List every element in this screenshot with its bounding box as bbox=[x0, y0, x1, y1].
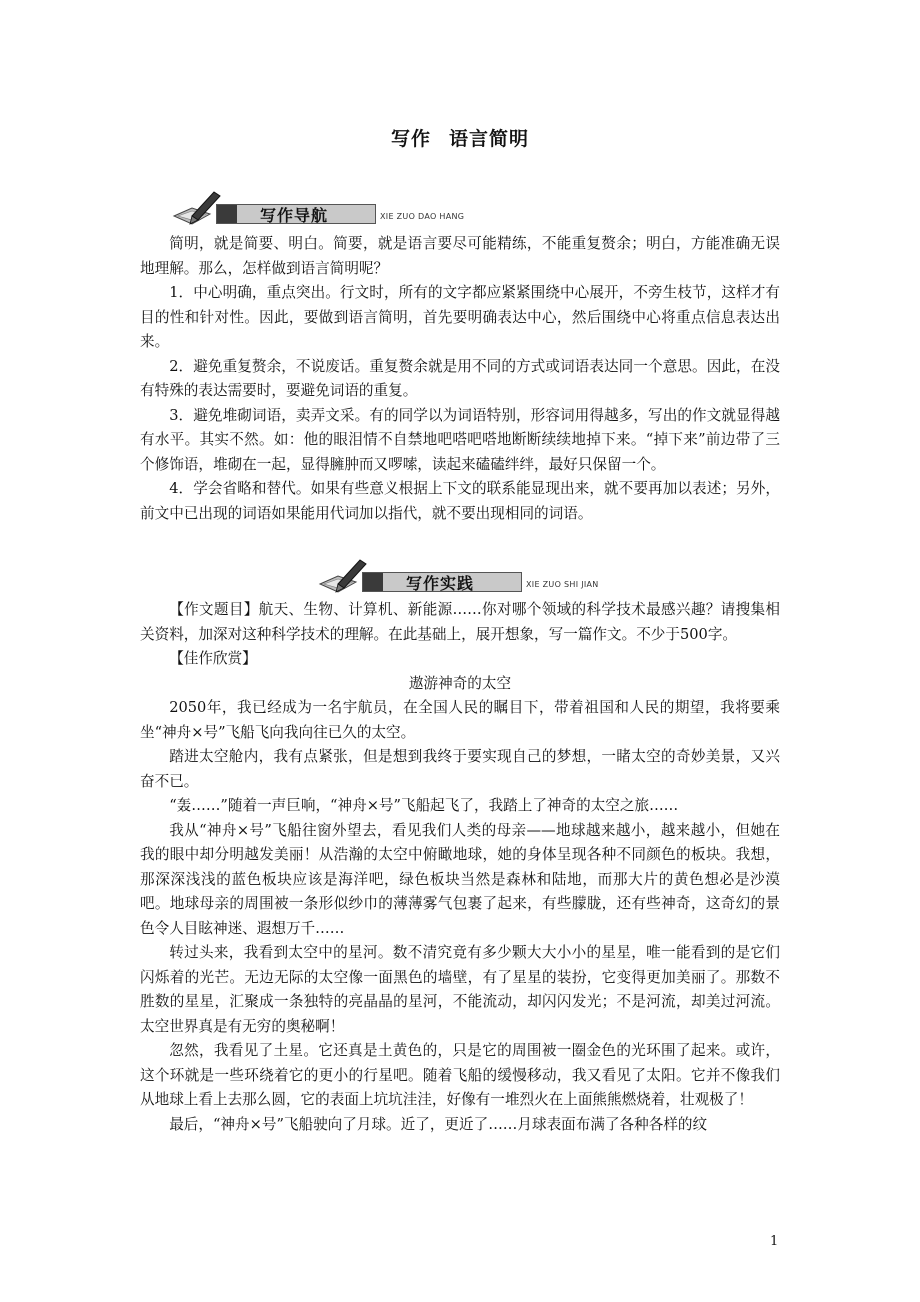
appreciation-label: 【佳作欣赏】 bbox=[169, 650, 257, 667]
paragraph: 简明，就是简要、明白。简要，就是语言要尽可能精练，不能重复赘余；明白，方能准确无误地理解。那么，怎样做到语言简明呢？ bbox=[140, 235, 780, 277]
writing-practice-section bbox=[140, 598, 780, 1137]
essay-paragraph: 2050年，我已经成为一名宇航员，在全国人民的瞩目下，带着祖国和人民的期望，我将要乘坐“神舟×号”飞船飞向我向往已久的太空。 bbox=[140, 699, 780, 741]
paragraph: 3．避免堆砌词语，卖弄文采。有的同学以为词语特别，形容词用得越多，写出的作文就显得越有水平。其实不然。如：他的眼泪情不自禁地吧嗒吧嗒地断断续续地掉下来。“掉下来”前边带了三个修饰语，堆砌在一起，显得臃肿而又啰嗦，读起来磕磕绊绊，最好只保留一个。 bbox=[140, 406, 780, 473]
banner-label: 写作导航 bbox=[260, 206, 329, 225]
paragraph: 2．避免重复赘余，不说废话。重复赘余就是用不同的方式或词语表达同一个意思。因此，在没有特殊的表达需要时，要避免词语的重复。 bbox=[140, 357, 780, 399]
essay-title: 遨游神奇的太空 bbox=[408, 674, 512, 692]
essay-paragraph: 踏进太空舱内，我有点紧张，但是想到我终于要实现自己的梦想，一睹太空的奇妙美景，又兴奋不已。 bbox=[140, 748, 780, 790]
banner-label: 写作实践 bbox=[406, 574, 475, 593]
banner-pinyin: XIE ZUO SHI JIAN bbox=[526, 580, 599, 589]
title-part-2: 语言简明 bbox=[449, 128, 530, 150]
page-number: 1 bbox=[770, 1234, 779, 1249]
section-banner-writing-practice bbox=[316, 554, 636, 600]
page-title bbox=[0, 124, 920, 151]
essay-prompt: 【作文题目】航天、生物、计算机、新能源……你对哪个领域的科学技术最感兴趣？请搜集相关资料，加深对这种科学技术的理解。在此基础上，展开想象，写一篇作文。不少于500字。 bbox=[140, 601, 780, 643]
essay-paragraph: 最后，“神舟×号”飞船驶向了月球。近了，更近了……月球表面布满了各种各样的纹 bbox=[169, 1115, 708, 1133]
writing-guide-section bbox=[140, 232, 780, 526]
title-part-1: 写作 bbox=[390, 128, 431, 150]
essay-paragraph: 我从“神舟×号”飞船往窗外望去，看见我们人类的母亲——地球越来越小，越来越小，但她在我的眼中却分明越发美丽！从浩瀚的太空中俯瞰地球，她的身体呈现各种不同颜色的板块。我想，那深深浅浅的蓝色板块应该是海洋吧，绿色板块当然是森林和陆地，而那大片的黄色想必是沙漠吧。地球母亲的周围被一条形似纱巾的薄薄雾气包裹了起来，有些朦胧，还有些神奇，这奇幻的景色令人目眩神迷、遐想万千…… bbox=[140, 821, 780, 937]
essay-paragraph: 转过头来，我看到太空中的星河。数不清究竟有多少颗大大小小的星星，唯一能看到的是它们闪烁着的光芒。无边无际的太空像一面黑色的墙壁，有了星星的装扮，它变得更加美丽了。那数不胜数的星星，汇聚成一条独特的亮晶晶的星河，不能流动，却闪闪发光；不是河流，却美过河流。太空世界真是有无穷的奥秘啊！ bbox=[140, 944, 780, 1035]
paragraph: 4．学会省略和替代。如果有些意义根据上下文的联系能显现出来，就不要再加以表述；另外，前文中已出现的词语如果能用代词加以指代，就不要出现相同的词语。 bbox=[140, 480, 780, 522]
essay-paragraph: “轰……”随着一声巨响，“神舟×号”飞船起飞了，我踏上了神奇的太空之旅…… bbox=[169, 797, 679, 814]
paragraph: 1．中心明确，重点突出。行文时，所有的文字都应紧紧围绕中心展开，不旁生枝节，这样才有目的性和针对性。因此，要做到语言简明，首先要明确表达中心，然后围绕中心将重点信息表达出来。 bbox=[140, 284, 780, 350]
section-banner-writing-guide bbox=[170, 186, 490, 232]
essay-paragraph: 忽然，我看见了土星。它还真是土黄色的，只是它的周围被一圈金色的光环围了起来。或许，这个环就是一些环绕着它的更小的行星吧。随着飞船的缓慢移动，我又看见了太阳。它并不像我们从地球上看上去那么圆，它的表面上坑坑洼洼，好像有一堆烈火在上面熊熊燃烧着，壮观极了！ bbox=[140, 1042, 780, 1108]
banner-pinyin: XIE ZUO DAO HANG bbox=[380, 212, 465, 221]
